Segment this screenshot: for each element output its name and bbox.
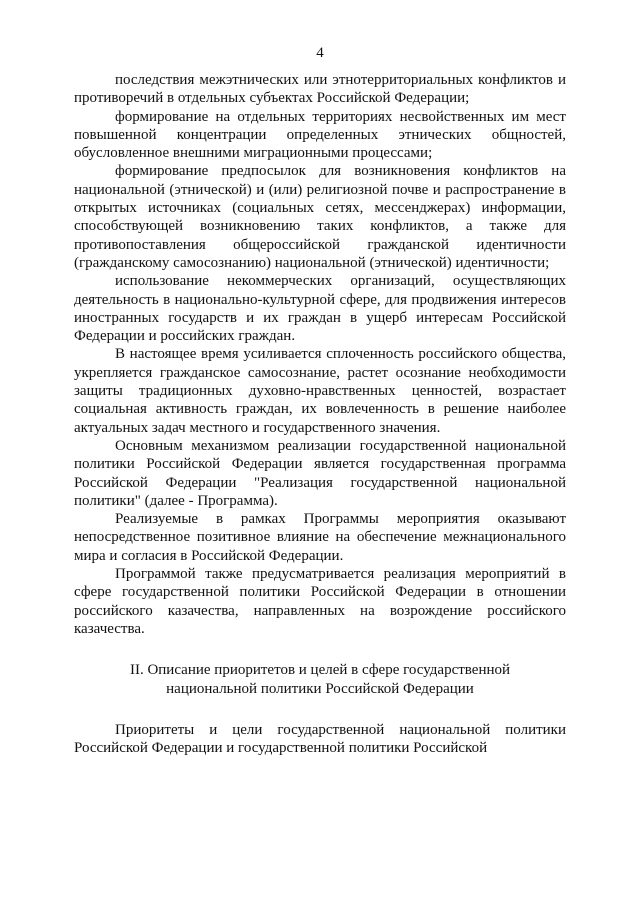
paragraph-conflict-consequences: последствия межэтнических или этнотерриториальных конфликтов и противоречий в отдельных субъектах Российской Федерации; bbox=[74, 72, 566, 107]
paragraph-society-cohesion: В настоящее время усиливается сплоченность российского общества, укрепляется гражданское самосознание, растет осознание необходимости защиты традиционных духовно-нравственных ценностей, возрастает социальная активность граждан, их вовлеченность в решение наиболее актуальных задач местного и государственного значения. bbox=[74, 346, 566, 436]
paragraph-migration-concentration: формирование на отдельных территориях несвойственных им мест повышенной концентрации определенных этнических общностей, обусловленное внешними миграционными процессами; bbox=[74, 108, 566, 162]
paragraph-program-mechanism: Основным механизмом реализации государственной национальной политики Российской Федерации является государственная программа Российской Федерации "Реализация государственной национальной политики" (далее - Программа). bbox=[74, 437, 566, 509]
page-number: 4 bbox=[316, 45, 324, 61]
paragraph-program-events: Реализуемые в рамках Программы мероприятия оказывают непосредственное позитивное влияние на обеспечение межнационального мира и согласия в Российской Федерации. bbox=[74, 511, 566, 564]
paragraph-priorities: Приоритеты и цели государственной национальной политики Российской Федерации и государственной политики Российской bbox=[74, 721, 566, 757]
paragraph-conflict-preconditions: формирование предпосылок для возникновения конфликтов на национальной (этнической) и (или) религиозной почве и распространение в открытых источниках (социальных сетях, мессенджерах) информации, способствующей возникновению таких конфликтов, а также для противопоставления общероссийской гражданской идентичности (гражданскому самосознанию) национальной (этнической) идентичности; bbox=[74, 163, 566, 271]
paragraph-cossacks: Программой также предусматривается реализация мероприятий в сфере государственной политики Российской Федерации в отношении российского казачества, направленных на возрождение российского казачества. bbox=[74, 566, 566, 637]
section-heading-line-1: II. Описание приоритетов и целей в сфере государственной bbox=[129, 662, 511, 679]
section-heading-line-2: национальной политики Российской Федерации bbox=[166, 680, 474, 697]
section-heading bbox=[74, 661, 566, 698]
document-body bbox=[74, 71, 566, 757]
paragraph-ngo-usage: использование некоммерческих организаций, осуществляющих деятельность в национально-культурной сфере, для продвижения интересов иностранных государств и их граждан в ущерб интересам Российской Федерации и российских граждан. bbox=[74, 273, 566, 345]
